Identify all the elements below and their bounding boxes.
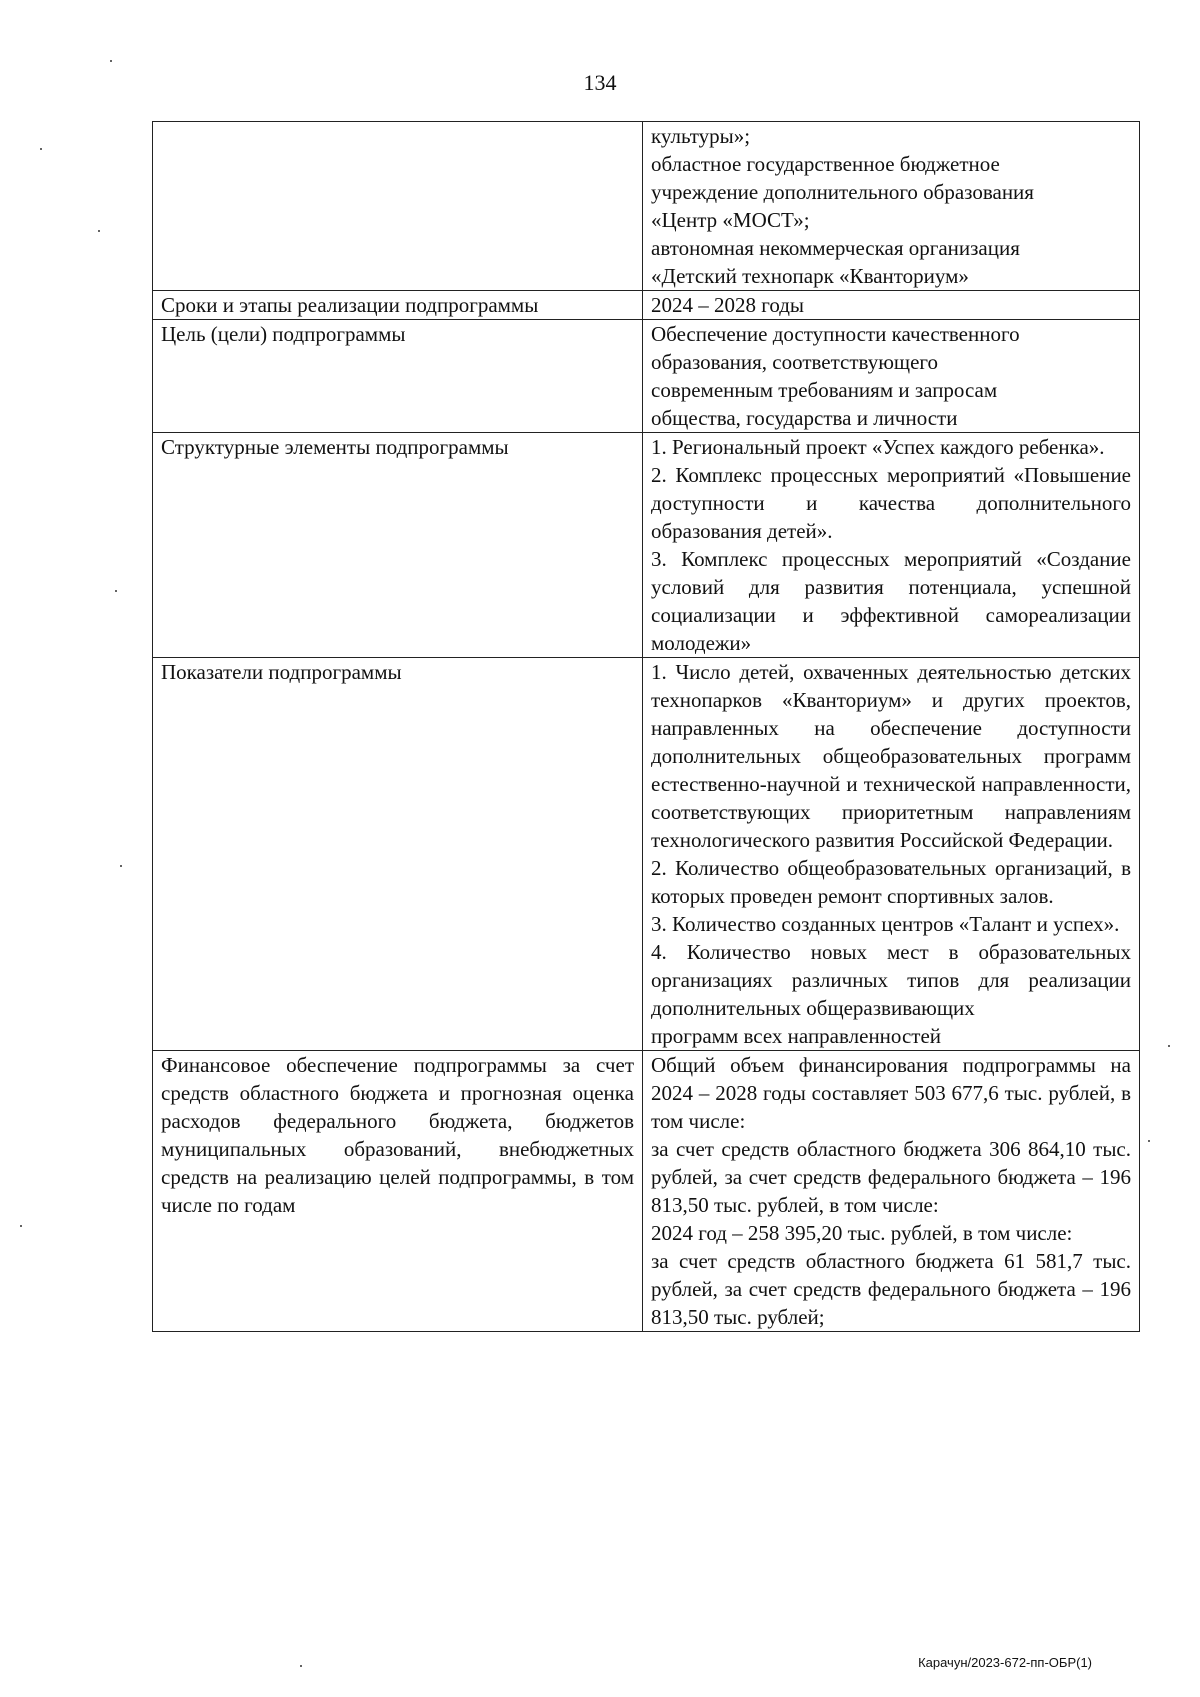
- responsible-organizations-cell: [643, 122, 1140, 291]
- scan-speck: [115, 590, 117, 592]
- scan-speck: [110, 60, 112, 62]
- row-value-terms: 2024 – 2028 годы: [643, 291, 1140, 320]
- value-line: Обеспечение доступности качественного: [651, 322, 1020, 346]
- row-value-indicators: [643, 658, 1140, 1051]
- paragraph: Общий объем финансирования подпрограммы на 2024 – 2028 годы составляет 503 677,6 тыс. рублей, в том числе:: [651, 1053, 1131, 1133]
- list-item: 2. Комплекс процессных мероприятий «Повышение доступности и качества дополнительного образования детей».: [651, 463, 1131, 543]
- document-code: Карачун/2023-672-пп-ОБР(1): [918, 1655, 1092, 1670]
- table-row: [153, 122, 1140, 291]
- value-line: образования, соответствующего: [651, 350, 939, 374]
- row-label-terms: Сроки и этапы реализации подпрограммы: [153, 291, 643, 320]
- list-item: 1. Число детей, охваченных деятельностью детских технопарков «Кванториум» и других проектов, направленных на обеспечение доступности дополнительных общеобразовательных программ естественно-научной и технической направленности, соответствующих приоритетным направлениям технологического развития Российской Федерации.: [651, 660, 1131, 852]
- list-item: 3. Количество созданных центров «Талант и успех».: [651, 912, 1120, 936]
- scan-speck: [120, 865, 122, 867]
- value-line: учреждение дополнительного образования: [651, 180, 1034, 204]
- scan-speck: [1168, 1045, 1170, 1047]
- table-row: [153, 291, 1140, 320]
- value-line: общества, государства и личности: [651, 406, 958, 430]
- row-label-structural-elements: Структурные элементы подпрограммы: [153, 433, 643, 658]
- list-item: программ всех направленностей: [651, 1024, 942, 1048]
- value-line: «Центр «МОСТ»;: [651, 208, 810, 232]
- row-label-financing: Финансовое обеспечение подпрограммы за счет средств областного бюджета и прогнозная оценка расходов федерального бюджета, бюджетов муниципальных образований, внебюджетных средств на реализацию целей подпрограммы, в том числе по годам: [153, 1051, 643, 1332]
- row-value-structural-elements: [643, 433, 1140, 658]
- table-row: [153, 433, 1140, 658]
- scan-speck: [20, 1225, 22, 1227]
- value-line: областное государственное бюджетное: [651, 152, 1000, 176]
- row-label-empty: [153, 122, 643, 291]
- scan-speck: [40, 148, 42, 150]
- paragraph: 2024 год – 258 395,20 тыс. рублей, в том числе:: [651, 1221, 1073, 1245]
- value-line: культуры»;: [651, 124, 751, 148]
- list-item: 1. Региональный проект «Успех каждого ребенка».: [651, 435, 1105, 459]
- scan-speck: [98, 230, 100, 232]
- row-label-goal: Цель (цели) подпрограммы: [153, 320, 643, 433]
- value-line: современным требованиям и запросам: [651, 378, 998, 402]
- paragraph: за счет средств областного бюджета 61 581,7 тыс. рублей, за счет средств федерального бюджета – 196 813,50 тыс. рублей;: [651, 1249, 1131, 1329]
- paragraph: за счет средств областного бюджета 306 864,10 тыс. рублей, за счет средств федерального бюджета – 196 813,50 тыс. рублей, в том числе:: [651, 1137, 1131, 1217]
- list-item: 3. Комплекс процессных мероприятий «Создание условий для развития потенциала, успешной социализации и эффективной самореализации молодежи»: [651, 547, 1131, 655]
- row-label-indicators: Показатели подпрограммы: [153, 658, 643, 1051]
- page-number: 134: [583, 70, 617, 95]
- scan-speck: [300, 1665, 302, 1667]
- table-row: [153, 320, 1140, 433]
- list-item: 2. Количество общеобразовательных организаций, в которых проведен ремонт спортивных залов.: [651, 856, 1131, 908]
- table-row: [153, 1051, 1140, 1332]
- scan-speck: [1148, 1140, 1150, 1142]
- list-item: 4. Количество новых мест в образовательных организациях различных типов для реализации дополнительных общеразвивающих: [651, 940, 1131, 1020]
- row-value-financing: [643, 1051, 1140, 1332]
- subprogram-passport-table: [152, 121, 1140, 1332]
- row-value-goal: [643, 320, 1140, 433]
- value-line: «Детский технопарк «Кванториум»: [651, 264, 969, 288]
- value-line: автономная некоммерческая организация: [651, 236, 1020, 260]
- table-row: [153, 658, 1140, 1051]
